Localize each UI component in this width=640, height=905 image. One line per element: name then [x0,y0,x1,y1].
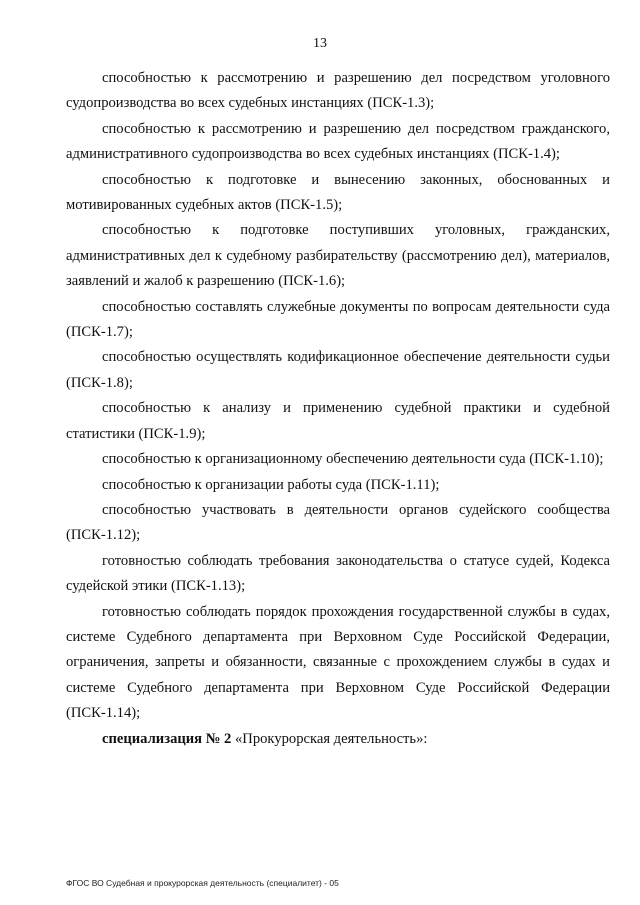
paragraph-psk-1-11: способностью к организации работы суда (ПСК-1.11); [102,476,440,493]
page-number: 13 [313,36,327,51]
paragraph-psk-1-8: способностью осуществлять кодификационное обеспечение деятельности судьи (ПСК-1.8); [66,349,610,391]
paragraph-psk-1-12: способностью участвовать в деятельности органов судейского сообщества (ПСК-1.12); [66,501,610,544]
paragraph-psk-1-6: способностью к подготовке поступивших уголовных, гражданских, административных дел к судебному разбирательству (рассмотрению дел), материалов, заявлений и жалоб к разрешению (ПСК-1.6); [66,222,610,290]
paragraph-psk-1-9: способностью к анализу и применению судебной практики и судебной статистики (ПСК-1.9); [66,400,610,442]
paragraph-psk-1-5: способностью к подготовке и вынесению законных, обоснованных и мотивированных судебных актов (ПСК-1.5); [66,171,610,214]
document-footer: ФГОС ВО Судебная и прокурорская деятельность (специалитет) - 05 [66,878,339,888]
paragraph-psk-1-3: способностью к рассмотрению и разрешению дел посредством уголовного судопроизводства во всех судебных инстанциях (ПСК-1.3); [66,70,610,112]
specialization-label: специализация № 2 [102,730,232,747]
paragraph-psk-1-7: способностью составлять служебные документы по вопросам деятельности суда (ПСК-1.7); [66,298,610,341]
document-body [66,66,610,752]
specialization-heading [66,727,610,752]
paragraph-psk-1-4: способностью к рассмотрению и разрешению дел посредством гражданского, административного судопроизводства во всех судебных инстанциях (ПСК-1.4); [66,120,610,163]
paragraph-psk-1-14: готовностью соблюдать порядок прохождения государственной службы в судах, системе Судебного департамента при Верховном Суде Российской Федерации, ограничения, запреты и обязанности, связанные с прохождением службы в судах и системе Судебного департамента при Верховном Суде Российской Федерации (ПСК-1.14); [66,603,610,722]
paragraph-psk-1-13: готовностью соблюдать требования законодательства о статусе судей, Кодекса судейской этики (ПСК-1.13); [66,552,610,595]
paragraph-psk-1-10: способностью к организационному обеспечению деятельности суда (ПСК-1.10); [102,451,604,468]
specialization-name: «Прокурорская деятельность»: [235,730,428,747]
